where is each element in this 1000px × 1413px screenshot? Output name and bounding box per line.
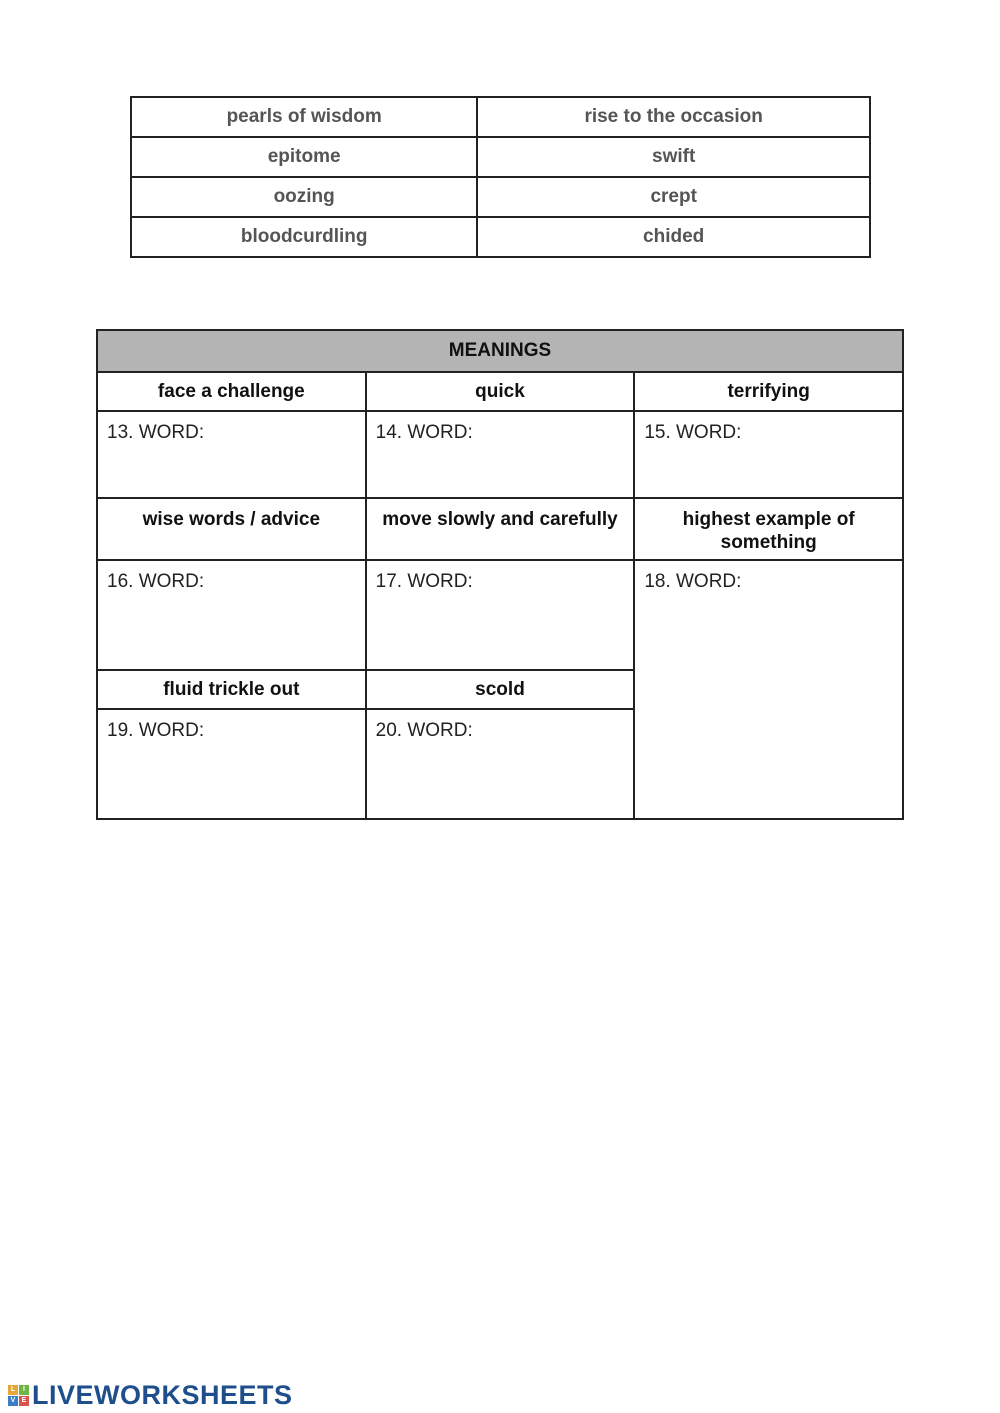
meaning-cell: move slowly and carefully (366, 498, 635, 560)
answer-field-17[interactable]: 17. WORD: (366, 560, 635, 670)
logo-block: L (8, 1385, 18, 1395)
meaning-cell: wise words / advice (97, 498, 366, 560)
logo-block: V (8, 1396, 18, 1406)
meaning-cell: terrifying (634, 372, 903, 411)
meaning-row (97, 372, 903, 411)
meaning-row (97, 498, 903, 560)
answer-row (97, 560, 903, 670)
logo-block: I (19, 1385, 29, 1395)
logo-icon (8, 1385, 29, 1406)
meanings-title-row (97, 330, 903, 372)
meaning-cell: highest example of something (634, 498, 903, 560)
word-bank-cell: crept (477, 177, 870, 217)
logo-block: E (19, 1396, 29, 1406)
meaning-cell: quick (366, 372, 635, 411)
answer-field-14[interactable]: 14. WORD: (366, 411, 635, 498)
word-bank-cell: oozing (131, 177, 477, 217)
answer-field-15[interactable]: 15. WORD: (634, 411, 903, 498)
answer-field-16[interactable]: 16. WORD: (97, 560, 366, 670)
meaning-cell: face a challenge (97, 372, 366, 411)
answer-field-19[interactable]: 19. WORD: (97, 709, 366, 819)
logo-text: LIVEWORKSHEETS (32, 1379, 293, 1410)
meanings-title: MEANINGS (97, 330, 903, 372)
word-bank-row (131, 97, 870, 137)
word-bank-cell: rise to the occasion (477, 97, 870, 137)
word-bank-cell: epitome (131, 137, 477, 177)
word-bank-cell: swift (477, 137, 870, 177)
word-bank-row (131, 177, 870, 217)
word-bank-cell: chided (477, 217, 870, 257)
answer-field-18[interactable]: 18. WORD: (634, 560, 903, 819)
liveworksheets-logo[interactable] (8, 1380, 293, 1410)
word-bank-row (131, 137, 870, 177)
word-bank-table (130, 96, 871, 258)
word-bank-cell: bloodcurdling (131, 217, 477, 257)
answer-row (97, 411, 903, 498)
meaning-cell: scold (366, 670, 635, 709)
answer-field-13[interactable]: 13. WORD: (97, 411, 366, 498)
word-bank-cell: pearls of wisdom (131, 97, 477, 137)
word-bank-row (131, 217, 870, 257)
meanings-table (96, 329, 904, 820)
meaning-cell: fluid trickle out (97, 670, 366, 709)
answer-field-20[interactable]: 20. WORD: (366, 709, 635, 819)
